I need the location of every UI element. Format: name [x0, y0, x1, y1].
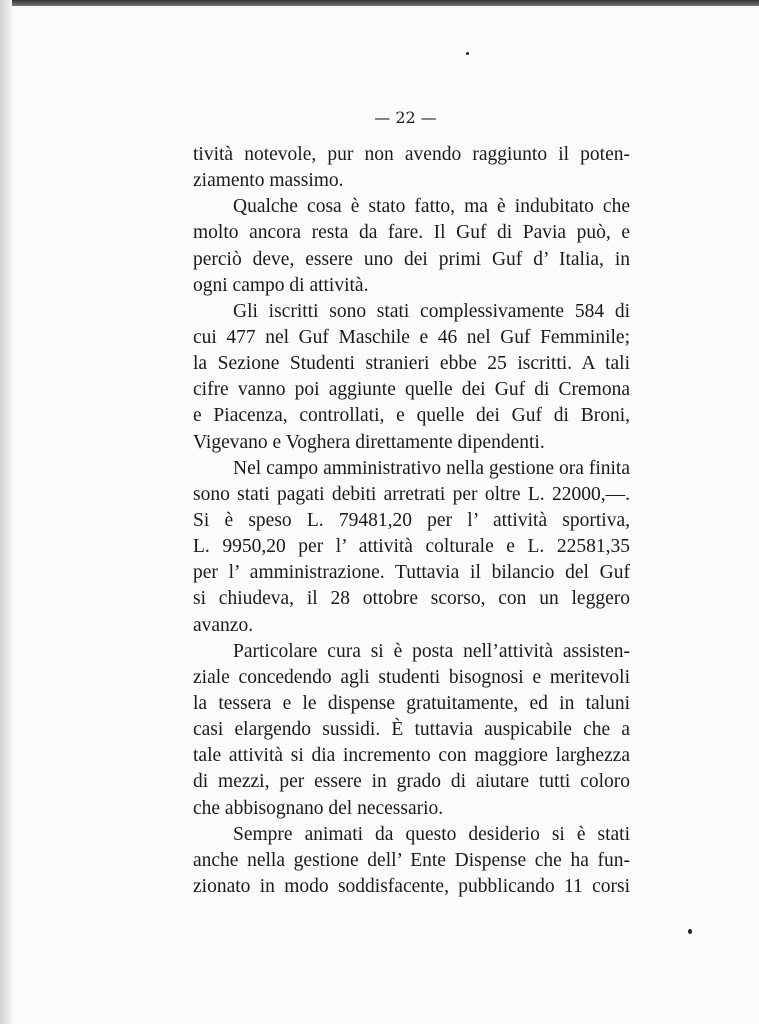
text-line: casi elargendo sussidi. È tuttavia auspicabile che a [193, 719, 630, 741]
text-line: Nel campo amministrativo nella gestione ora finita [233, 457, 630, 479]
text-line: sono stati pagati debiti arretrati per oltre L. 22000,—. [193, 483, 630, 505]
text-line: Qualche cosa è stato fatto, ma è indubitato che [233, 196, 630, 218]
text-line: Sempre animati da questo desiderio si è stati [233, 823, 630, 845]
text-line: che abbisognano del necessario. [193, 797, 444, 819]
text-line: molto ancora resta da fare. Il Guf di Pavia può, e [193, 222, 630, 244]
text-line: per l’ amministrazione. Tuttavia il bilancio del Guf [193, 562, 630, 584]
text-line: tività notevole, pur non avendo raggiunto il poten- [193, 144, 630, 165]
text-line: la tessera e le dispense gratuitamente, ed in taluni [193, 692, 630, 714]
text-line: avanzo. [193, 614, 254, 636]
text-line: ziale concedendo agli studenti bisognosi e meritevoli [193, 666, 630, 688]
text-line: e Piacenza, controllati, e quelle dei Guf di Broni, [193, 405, 630, 427]
text-line: cui 477 nel Guf Maschile e 46 nel Guf Femminile; [193, 326, 630, 348]
text-line: perciò deve, essere uno dei primi Guf d’ Italia, in [193, 248, 630, 270]
text-line: di mezzi, per essere in grado di aiutare tutti coloro [193, 771, 630, 793]
text-line: si chiudeva, il 28 ottobre scorso, con un leggero [193, 588, 630, 610]
text-line: ogni campo di attività. [193, 274, 369, 296]
text-line: cifre vanno poi aggiunte quelle dei Guf di Cremona [193, 379, 630, 401]
text-line: Particolare cura si è posta nell’attività assisten- [233, 640, 630, 662]
body-text [193, 142, 630, 900]
text-line: Vigevano e Voghera direttamente dipendenti. [193, 431, 545, 453]
text-line: L. 9950,20 per l’ attività colturale e L. 22581,35 [193, 536, 630, 558]
text-line: Gli iscritti sono stati complessivamente 584 di [233, 300, 630, 322]
text-line: Si è speso L. 79481,20 per l’ attività sportiva, [193, 509, 630, 531]
scan-left-edge [0, 0, 12, 1024]
text-line: zionato in modo soddisfacente, pubblicando 11 corsi [193, 875, 630, 897]
text-line: tale attività si dia incremento con maggiore larghezza [193, 745, 630, 767]
text-line: ziamento massimo. [193, 170, 344, 192]
page-number: — 22 — [374, 108, 437, 127]
text-line: la Sezione Studenti stranieri ebbe 25 iscritti. A tali [193, 353, 630, 375]
text-line: anche nella gestione dell’ Ente Dispense che ha fun- [193, 849, 630, 871]
scan-top-border [0, 0, 759, 6]
scan-speck [466, 52, 469, 55]
scan-speck [688, 929, 692, 934]
